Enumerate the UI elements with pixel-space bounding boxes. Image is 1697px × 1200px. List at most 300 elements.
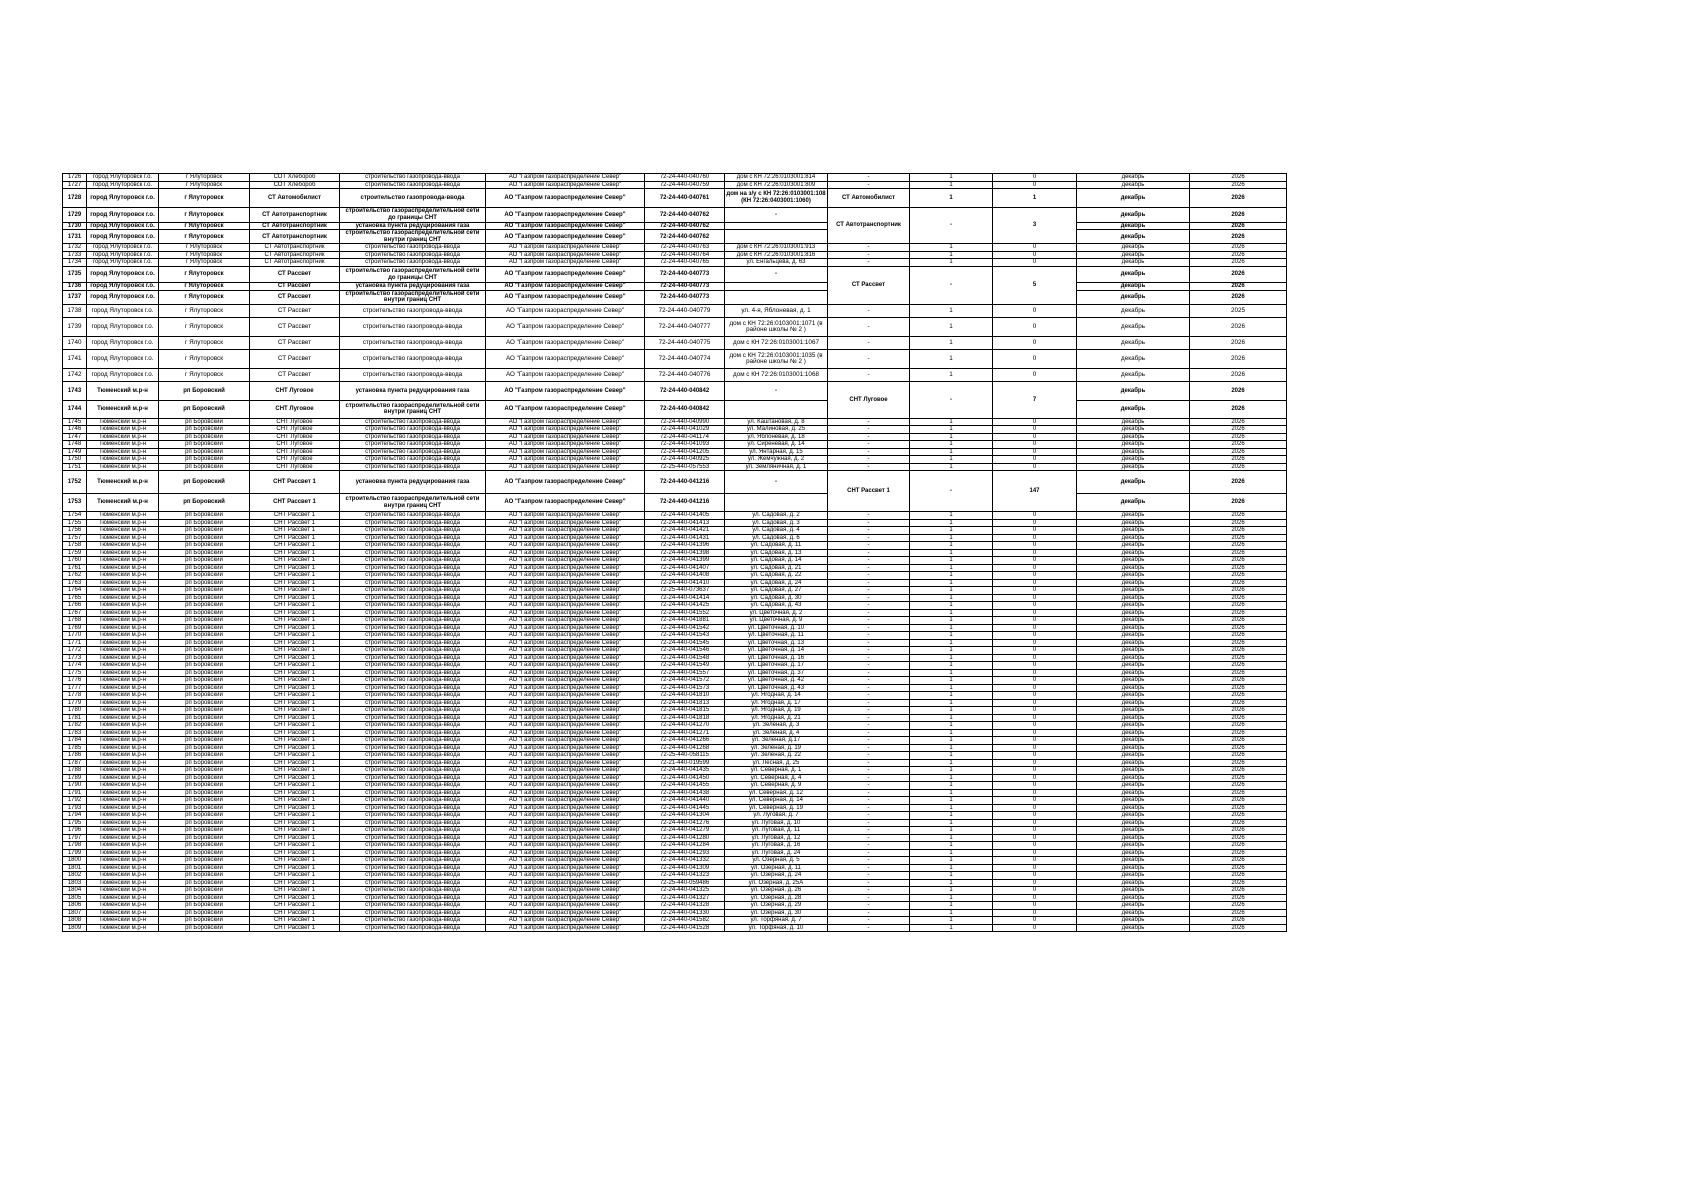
table-cell: АО "Газпром газораспределение Север" — [486, 222, 645, 230]
table-cell — [725, 494, 828, 512]
table-cell: СНТ Рассвет 1 — [250, 902, 340, 910]
table-cell: - — [828, 692, 910, 700]
table-cell: город Ялуторовск г.о. — [87, 181, 159, 189]
table-cell: ул. Цветочная, д. 11 — [725, 632, 828, 640]
table-cell: 1778 — [63, 692, 87, 700]
table-cell: 0 — [993, 797, 1077, 805]
table-cell: декабрь — [1077, 564, 1190, 572]
table-cell: 0 — [993, 819, 1077, 827]
table-cell: Тюменский м.р-н — [87, 382, 159, 400]
table-cell: строительство газопровода-ввода — [340, 350, 486, 369]
table-cell: СНТ Рассвет 1 — [250, 534, 340, 542]
table-cell: ул. Садовая, д. 24 — [725, 579, 828, 587]
table-cell: ул. Торфяная, д. 7 — [725, 917, 828, 925]
table-cell: 1 — [910, 894, 993, 902]
table-cell: СТ Автотранспортник — [250, 222, 340, 230]
table-cell: - — [828, 617, 910, 625]
table-cell: 72-24-440-040761 — [645, 189, 725, 208]
table-cell: 1 — [910, 564, 993, 572]
table-row — [63, 594, 1287, 602]
table-cell: ул. Озерная, д. 26 — [725, 887, 828, 895]
table-cell: СНТ Рассвет 1 — [250, 519, 340, 527]
table-cell: декабрь — [1077, 512, 1190, 520]
table-cell: 0 — [993, 789, 1077, 797]
table-cell: строительство газопровода-ввода — [340, 744, 486, 752]
table-cell: 0 — [993, 318, 1077, 337]
table-cell: 2026 — [1190, 797, 1287, 805]
table-cell: декабрь — [1077, 400, 1190, 418]
table-cell: Тюменский м.р-н — [87, 463, 159, 471]
table-cell: СНТ Рассвет 1 — [250, 864, 340, 872]
table-cell: СНТ Рассвет 1 — [250, 894, 340, 902]
table-cell: 1 — [910, 699, 993, 707]
table-cell: 72-24-440-040759 — [645, 181, 725, 189]
table-cell: 0 — [993, 418, 1077, 426]
table-cell: 2026 — [1190, 647, 1287, 655]
table-cell: 0 — [993, 722, 1077, 730]
table-row — [63, 887, 1287, 895]
table-cell: 1 — [910, 849, 993, 857]
table-cell: АО "Газпром газораспределение Север" — [486, 251, 645, 259]
table-cell: СТ Рассвет — [828, 266, 910, 304]
table-cell: Тюменский м.р-н — [87, 594, 159, 602]
table-cell: 1 — [910, 624, 993, 632]
table-cell: 72-24-440-041408 — [645, 572, 725, 580]
table-cell: ул. Цветочная, д. 14 — [725, 647, 828, 655]
table-cell: 1 — [910, 857, 993, 865]
table-cell: АО "Газпром газораспределение Север" — [486, 259, 645, 267]
table-cell: 147 — [993, 471, 1077, 512]
table-cell: АО "Газпром газораспределение Север" — [486, 827, 645, 835]
table-cell: 2026 — [1190, 512, 1287, 520]
table-cell: АО "Газпром газораспределение Север" — [486, 872, 645, 880]
table-cell: строительство газопровода-ввода — [340, 441, 486, 449]
table-cell: АО "Газпром газораспределение Север" — [486, 181, 645, 189]
table-cell: 0 — [993, 456, 1077, 464]
table-cell: строительство газопровода-ввода — [340, 304, 486, 317]
table-cell: г Ялуторовск — [159, 174, 250, 182]
table-row — [63, 542, 1287, 550]
table-cell: 2026 — [1190, 181, 1287, 189]
table-cell: ул. Садовая, д. 3 — [725, 519, 828, 527]
table-cell: - — [828, 774, 910, 782]
table-cell: декабрь — [1077, 669, 1190, 677]
table-cell: рп Боровский — [159, 579, 250, 587]
table-cell: 72-24-440-041328 — [645, 902, 725, 910]
table-cell: 0 — [993, 917, 1077, 925]
table-row — [63, 699, 1287, 707]
table-cell: 1793 — [63, 804, 87, 812]
table-row — [63, 456, 1287, 464]
table-cell: 1775 — [63, 669, 87, 677]
table-cell: СТ Автомобилист — [828, 189, 910, 208]
table-cell: ул. Луговая, д. 7 — [725, 812, 828, 820]
table-cell: 1 — [910, 433, 993, 441]
table-row — [63, 527, 1287, 535]
table-cell: строительство газопровода-ввода — [340, 336, 486, 349]
table-row — [63, 759, 1287, 767]
table-cell: 1804 — [63, 887, 87, 895]
table-cell: Тюменский м.р-н — [87, 471, 159, 494]
table-cell: 1 — [910, 549, 993, 557]
table-cell: установка пункта редуцирования газа — [340, 471, 486, 494]
table-cell: Тюменский м.р-н — [87, 527, 159, 535]
table-cell: ул. Луговая, д. 11 — [725, 827, 828, 835]
table-cell: строительство газопровода-ввода — [340, 894, 486, 902]
table-cell: ул. Садовая, д. 13 — [725, 549, 828, 557]
table-cell: СНТ Рассвет 1 — [250, 669, 340, 677]
table-cell: 1789 — [63, 774, 87, 782]
table-cell: 72-24-440-041445 — [645, 804, 725, 812]
table-cell: Тюменский м.р-н — [87, 519, 159, 527]
table-row — [63, 684, 1287, 692]
table-cell: - — [828, 842, 910, 850]
table-cell: СТ Рассвет — [250, 283, 340, 291]
table-cell: 72-24-440-041174 — [645, 433, 725, 441]
table-cell: 2026 — [1190, 819, 1287, 827]
table-cell: Тюменский м.р-н — [87, 587, 159, 595]
table-cell: АО "Газпром газораспределение Север" — [486, 632, 645, 640]
table-cell: СТ Автотранспортник — [250, 259, 340, 267]
table-cell: 1 — [910, 587, 993, 595]
table-cell: 1 — [910, 174, 993, 182]
table-cell: 0 — [993, 448, 1077, 456]
table-cell: г Ялуторовск — [159, 181, 250, 189]
table-cell: - — [828, 441, 910, 449]
table-cell: рп Боровский — [159, 471, 250, 494]
table-cell: рп Боровский — [159, 864, 250, 872]
table-cell: АО "Газпром газораспределение Север" — [486, 602, 645, 610]
table-cell: 1 — [910, 594, 993, 602]
table-cell: Тюменский м.р-н — [87, 433, 159, 441]
table-cell: 1 — [910, 707, 993, 715]
table-cell: 2026 — [1190, 527, 1287, 535]
table-cell: 72-24-440-041813 — [645, 699, 725, 707]
table-row — [63, 290, 1287, 304]
table-cell: декабрь — [1077, 767, 1190, 775]
table-cell: ул. Северная, д. 14 — [725, 797, 828, 805]
table-cell: АО "Газпром газораспределение Север" — [486, 834, 645, 842]
table-row — [63, 433, 1287, 441]
table-cell: 0 — [993, 677, 1077, 685]
table-cell: АО "Газпром газораспределение Север" — [486, 707, 645, 715]
table-row — [63, 400, 1287, 418]
table-cell: АО "Газпром газораспределение Север" — [486, 857, 645, 865]
table-cell: декабрь — [1077, 789, 1190, 797]
table-row — [63, 557, 1287, 565]
table-cell: - — [828, 418, 910, 426]
table-cell: Тюменский м.р-н — [87, 418, 159, 426]
table-cell: СТ Автотранспортник — [250, 251, 340, 259]
table-row — [63, 382, 1287, 400]
table-cell: строительство газопровода-ввода — [340, 842, 486, 850]
table-cell: СНТ Рассвет 1 — [250, 857, 340, 865]
table-cell: 2026 — [1190, 842, 1287, 850]
table-cell: СНТ Рассвет 1 — [250, 557, 340, 565]
table-cell: - — [828, 557, 910, 565]
table-cell: рп Боровский — [159, 669, 250, 677]
table-cell: ул. Северная, д. 19 — [725, 804, 828, 812]
table-cell: декабрь — [1077, 594, 1190, 602]
table-cell: Тюменский м.р-н — [87, 842, 159, 850]
table-cell: строительство газопровода-ввода — [340, 767, 486, 775]
table-cell: - — [828, 759, 910, 767]
table-cell: 0 — [993, 304, 1077, 317]
table-cell: декабрь — [1077, 677, 1190, 685]
table-cell: г Ялуторовск — [159, 304, 250, 317]
table-cell: 1 — [910, 737, 993, 745]
table-cell: 72-24-440-041276 — [645, 819, 725, 827]
table-cell: Тюменский м.р-н — [87, 639, 159, 647]
table-cell: рп Боровский — [159, 512, 250, 520]
table-cell: 2026 — [1190, 519, 1287, 527]
table-cell: 1801 — [63, 864, 87, 872]
table-cell: Тюменский м.р-н — [87, 707, 159, 715]
table-cell: ул. Янтарная, д. 15 — [725, 448, 828, 456]
table-cell: 72-24-440-041266 — [645, 737, 725, 745]
table-cell: 0 — [993, 729, 1077, 737]
table-cell: - — [828, 662, 910, 670]
table-cell: 0 — [993, 872, 1077, 880]
table-cell: АО "Газпром газораспределение Север" — [486, 174, 645, 182]
table-cell: рп Боровский — [159, 699, 250, 707]
table-cell: рп Боровский — [159, 872, 250, 880]
table-row — [63, 924, 1287, 932]
table-cell: АО "Газпром газораспределение Север" — [486, 557, 645, 565]
table-cell: 0 — [993, 572, 1077, 580]
table-cell: декабрь — [1077, 549, 1190, 557]
table-cell: АО "Газпром газораспределение Север" — [486, 244, 645, 252]
table-cell: Тюменский м.р-н — [87, 819, 159, 827]
table-cell: дом с КН 72:26:0103001:1035 (в районе школы № 2 ) — [725, 350, 828, 369]
table-cell: Тюменский м.р-н — [87, 894, 159, 902]
table-cell: - — [828, 804, 910, 812]
table-cell: город Ялуторовск г.о. — [87, 318, 159, 337]
table-cell: строительство газораспределительной сети внутри границ СНТ — [340, 230, 486, 244]
table-cell: строительство газопровода-ввода — [340, 879, 486, 887]
table-cell: г Ялуторовск — [159, 251, 250, 259]
table-cell: СТ Автотранспортник — [250, 230, 340, 244]
table-cell: 72-24-440-041410 — [645, 579, 725, 587]
table-cell: строительство газопровода-ввода — [340, 527, 486, 535]
table-cell: СНТ Рассвет 1 — [250, 512, 340, 520]
table-cell: рп Боровский — [159, 887, 250, 895]
table-cell: СНТ Луговое — [250, 382, 340, 400]
table-cell: СНТ Рассвет 1 — [250, 647, 340, 655]
table-cell: 1777 — [63, 684, 87, 692]
table-cell: рп Боровский — [159, 894, 250, 902]
table-cell: строительство газопровода-ввода — [340, 587, 486, 595]
table-cell: 1726 — [63, 174, 87, 182]
table-cell: АО "Газпром газораспределение Север" — [486, 400, 645, 418]
table-cell: 2026 — [1190, 639, 1287, 647]
table-cell: строительство газопровода-ввода — [340, 534, 486, 542]
table-cell: 0 — [993, 699, 1077, 707]
table-cell: 72-24-440-040760 — [645, 174, 725, 182]
table-cell: СНТ Рассвет 1 — [250, 789, 340, 797]
table-cell: декабрь — [1077, 463, 1190, 471]
table-cell: 0 — [993, 542, 1077, 550]
table-cell: декабрь — [1077, 174, 1190, 182]
table-cell: строительство газопровода-ввода — [340, 857, 486, 865]
table-cell: рп Боровский — [159, 902, 250, 910]
table-cell: 0 — [993, 433, 1077, 441]
table-cell: 2026 — [1190, 632, 1287, 640]
table-cell: 1733 — [63, 251, 87, 259]
table-cell: 2026 — [1190, 259, 1287, 267]
table-cell — [725, 290, 828, 304]
table-cell: декабрь — [1077, 624, 1190, 632]
table-row — [63, 189, 1287, 208]
table-cell: 72-24-440-040990 — [645, 418, 725, 426]
table-cell: 0 — [993, 812, 1077, 820]
table-cell: Тюменский м.р-н — [87, 669, 159, 677]
table-cell: декабрь — [1077, 819, 1190, 827]
table-cell: 72-24-440-040762 — [645, 207, 725, 222]
table-cell: декабрь — [1077, 471, 1190, 494]
table-cell: строительство газопровода-ввода — [340, 549, 486, 557]
table-cell: 2026 — [1190, 456, 1287, 464]
table-cell: 1769 — [63, 624, 87, 632]
table-cell: декабрь — [1077, 181, 1190, 189]
table-cell: 0 — [993, 441, 1077, 449]
table-cell: - — [828, 677, 910, 685]
table-cell: декабрь — [1077, 542, 1190, 550]
table-cell: Тюменский м.р-н — [87, 602, 159, 610]
table-cell: СНТ Рассвет 1 — [250, 827, 340, 835]
table-cell: декабрь — [1077, 207, 1190, 222]
table-cell: рп Боровский — [159, 849, 250, 857]
table-cell: декабрь — [1077, 579, 1190, 587]
table-cell: АО "Газпром газораспределение Север" — [486, 609, 645, 617]
table-row — [63, 662, 1287, 670]
table-cell: декабрь — [1077, 797, 1190, 805]
table-cell: строительство газопровода-ввода — [340, 609, 486, 617]
table-cell: - — [828, 894, 910, 902]
table-cell: 0 — [993, 527, 1077, 535]
table-cell: СНТ Рассвет 1 — [250, 662, 340, 670]
table-row — [63, 789, 1287, 797]
table-cell: 1 — [910, 729, 993, 737]
table-cell: г Ялуторовск — [159, 350, 250, 369]
table-cell: 1 — [910, 647, 993, 655]
table-row — [63, 512, 1287, 520]
table-row — [63, 722, 1287, 730]
table-cell: 1761 — [63, 564, 87, 572]
table-cell: декабрь — [1077, 609, 1190, 617]
table-cell: 0 — [993, 259, 1077, 267]
table-cell: город Ялуторовск г.о. — [87, 189, 159, 208]
table-cell: - — [828, 519, 910, 527]
table-cell: 1734 — [63, 259, 87, 267]
table-cell: город Ялуторовск г.о. — [87, 369, 159, 382]
table-cell: 1753 — [63, 494, 87, 512]
table-cell: строительство газопровода-ввода — [340, 737, 486, 745]
table-cell: АО "Газпром газораспределение Север" — [486, 654, 645, 662]
table-row — [63, 283, 1287, 291]
table-row — [63, 463, 1287, 471]
table-cell: 72-24-440-041425 — [645, 602, 725, 610]
table-cell: Тюменский м.р-н — [87, 617, 159, 625]
table-cell: 1 — [910, 789, 993, 797]
table-cell: 1795 — [63, 819, 87, 827]
table-cell: г Ялуторовск — [159, 266, 250, 282]
table-cell: рп Боровский — [159, 617, 250, 625]
table-cell: ул. Садовая, д. 6 — [725, 534, 828, 542]
table-row — [63, 707, 1287, 715]
table-cell: 1 — [910, 527, 993, 535]
table-cell: 1 — [910, 251, 993, 259]
table-cell: Тюменский м.р-н — [87, 782, 159, 790]
table-cell: АО "Газпром газораспределение Север" — [486, 639, 645, 647]
table-cell: 0 — [993, 336, 1077, 349]
table-cell: СНТ Рассвет 1 — [250, 692, 340, 700]
table-cell: АО "Газпром газораспределение Север" — [486, 909, 645, 917]
table-cell: АО "Газпром газораспределение Север" — [486, 669, 645, 677]
table-cell: 1 — [910, 804, 993, 812]
table-cell: 2026 — [1190, 752, 1287, 760]
table-cell: Тюменский м.р-н — [87, 542, 159, 550]
table-cell: СНТ Рассвет 1 — [250, 737, 340, 745]
table-cell: 0 — [993, 857, 1077, 865]
table-cell: - — [828, 549, 910, 557]
table-cell: строительство газопровода-ввода — [340, 902, 486, 910]
table-cell: 2026 — [1190, 549, 1287, 557]
table-cell: АО "Газпром газораспределение Север" — [486, 759, 645, 767]
table-cell: СТ Рассвет — [250, 336, 340, 349]
table-cell: ул. Цветочная, д. 16 — [725, 654, 828, 662]
table-cell: строительство газопровода-ввода — [340, 632, 486, 640]
table-row — [63, 632, 1287, 640]
table-cell: СНТ Рассвет 1 — [250, 812, 340, 820]
table-cell: 2026 — [1190, 767, 1287, 775]
table-cell: 1773 — [63, 654, 87, 662]
table-cell: 0 — [993, 744, 1077, 752]
table-row — [63, 318, 1287, 337]
table-row — [63, 549, 1287, 557]
table-cell: 2026 — [1190, 879, 1287, 887]
table-cell: СНТ Рассвет 1 — [828, 471, 910, 512]
table-cell: СНТ Рассвет 1 — [250, 879, 340, 887]
table-cell: СТ Рассвет — [250, 290, 340, 304]
table-cell: 2026 — [1190, 887, 1287, 895]
table-cell: рп Боровский — [159, 804, 250, 812]
table-cell: ул. Озерная, д. 28 — [725, 894, 828, 902]
table-cell: строительство газопровода-ввода — [340, 647, 486, 655]
table-cell: 72-24-440-041330 — [645, 909, 725, 917]
table-cell: СТ Рассвет — [250, 350, 340, 369]
table-cell: 0 — [993, 887, 1077, 895]
table-cell: 1770 — [63, 632, 87, 640]
table-cell: рп Боровский — [159, 827, 250, 835]
table-cell: город Ялуторовск г.о. — [87, 350, 159, 369]
table-cell: рп Боровский — [159, 857, 250, 865]
table-cell: АО "Газпром газораспределение Север" — [486, 894, 645, 902]
table-cell: ул. Садовая, д. 14 — [725, 557, 828, 565]
table-cell: 1 — [910, 318, 993, 337]
table-cell: Тюменский м.р-н — [87, 632, 159, 640]
table-cell: 2026 — [1190, 174, 1287, 182]
table-row — [63, 872, 1287, 880]
table-cell: ул. Ягодная, д. 21 — [725, 714, 828, 722]
table-cell: ул. Садовая, д. 27 — [725, 587, 828, 595]
table-cell: строительство газопровода-ввода — [340, 849, 486, 857]
table-cell: декабрь — [1077, 222, 1190, 230]
table-cell: рп Боровский — [159, 692, 250, 700]
table-cell: рп Боровский — [159, 797, 250, 805]
table-cell: 0 — [993, 647, 1077, 655]
table-cell: СНТ Рассвет 1 — [250, 797, 340, 805]
